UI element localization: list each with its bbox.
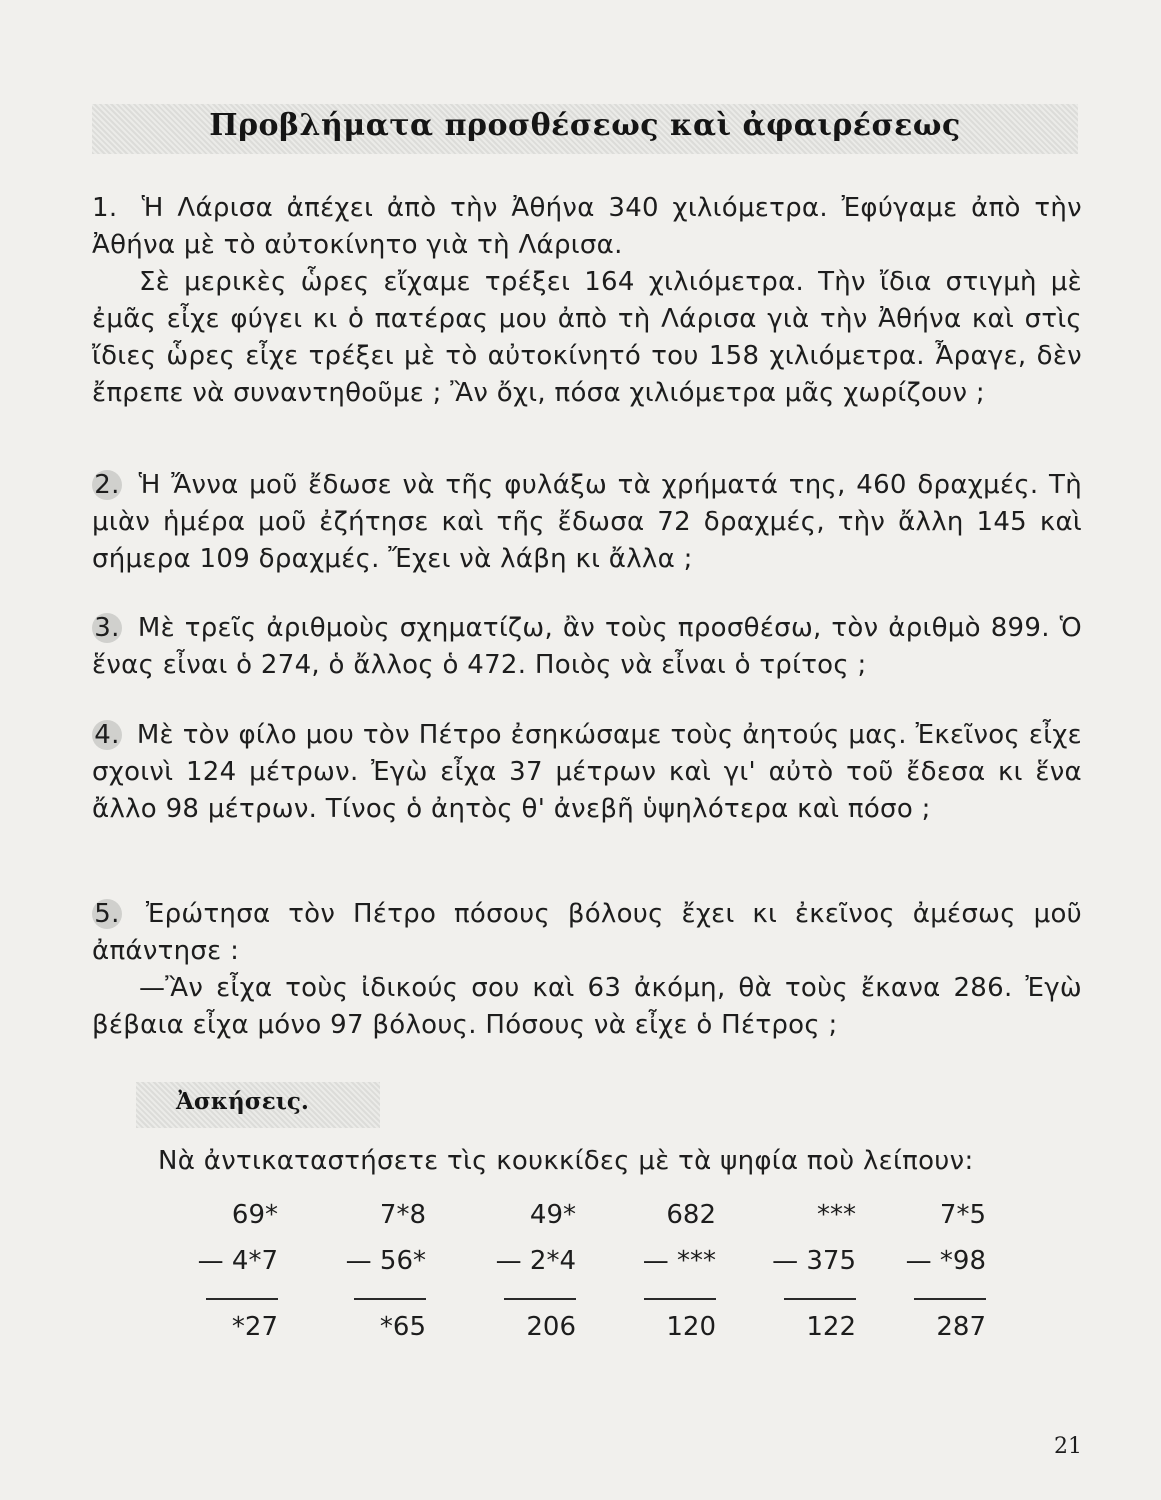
problem-number: 4. (92, 720, 122, 750)
subtrahend: — *** (642, 1246, 716, 1276)
difference: 120 (666, 1312, 716, 1342)
minuend: *** (817, 1200, 856, 1230)
difference: 122 (806, 1312, 856, 1342)
exercises-instruction: Νὰ ἀντικαταστήσετε τὶς κουκκίδες μὲ τὰ ψηφία ποὺ λείπουν: (158, 1146, 974, 1176)
problem-5 (92, 896, 1082, 1044)
page-number: 21 (1054, 1434, 1082, 1459)
problem-5-text-a: Ἐρώτησα τὸν Πέτρο πόσους βόλους ἔχει κι ἐκεῖνος ἀμέσως μοῦ ἀπάντησε : (92, 899, 1083, 966)
problem-1-line-1 (92, 190, 1082, 264)
subtrahend: — 2*4 (495, 1246, 576, 1276)
problem-4 (92, 717, 1082, 828)
difference: 206 (526, 1312, 576, 1342)
result-rule (914, 1298, 986, 1300)
result-rule (206, 1298, 278, 1300)
problem-number: 1. (92, 193, 118, 223)
result-rule (644, 1298, 716, 1300)
difference: *27 (231, 1312, 278, 1342)
problem-1-line-2: Σὲ μερικὲς ὧρες εἴχαμε τρέξει 164 χιλιόμετρα. Τὴν ἴδια στιγμὴ μὲ ἐμᾶς εἶχε φύγει κι ὁ πατέρας μου ἀπὸ τὴ Λάρισα γιὰ τὴν Ἀθήνα καὶ στὶς ἴδιες ὧρες εἶχε τρέξει μὲ τὸ αὐτοκίνητό του 158 χιλιόμετρα. Ἆραγε, δὲν ἔπρεπε νὰ συναντηθοῦμε ; Ἂν ὄχι, πόσα χιλιόμετρα μᾶς χωρίζουν ; (92, 267, 1082, 408)
problem-5-text-b: —Ἂν εἶχα τοὺς ἰδικούς σου καὶ 63 ἀκόμη, θὰ τοὺς ἔκανα 286. Ἐγὼ βέβαια εἶχα μόνο 97 βόλους. Πόσους νὰ εἶχε ὁ Πέτρος ; (92, 973, 1082, 1040)
problem-1-text-a: Ἡ Λάρισα ἀπέχει ἀπὸ τὴν Ἀθήνα 340 χιλιόμετρα. Ἐφύγαμε ἀπὸ τὴν Ἀθήνα μὲ τὸ αὐτοκίνητο γιὰ τὴ Λάρισα. (92, 193, 1082, 260)
subtrahend: — 375 (772, 1246, 856, 1276)
difference: 287 (936, 1312, 986, 1342)
exercises-title: Ἀσκήσεις. (176, 1088, 309, 1115)
problem-2 (92, 467, 1082, 578)
minuend: 682 (666, 1200, 716, 1230)
minuend: 49* (529, 1200, 576, 1230)
page-title: Προβλήματα προσθέσεως καὶ ἀφαιρέσεως (209, 108, 961, 143)
result-rule (504, 1298, 576, 1300)
problem-4-text: Μὲ τὸν φίλο μου τὸν Πέτρο ἐσηκώσαμε τοὺς ἀητούς μας. Ἐκεῖνος εἶχε σχοινὶ 124 μέτρων. Ἐγὼ εἶχα 37 μέτρων καὶ γι' αὐτὸ τοῦ ἔδεσα κι ἕνα ἄλλο 98 μέτρων. Τίνος ὁ ἀητὸς θ' ἀνεβῆ ὑψηλότερα καὶ πόσο ; (92, 720, 1082, 824)
subtrahend: — 4*7 (197, 1246, 278, 1276)
problem-number: 3. (92, 613, 122, 643)
result-rule (354, 1298, 426, 1300)
difference: *65 (379, 1312, 426, 1342)
problem-1 (92, 190, 1082, 412)
minuend: 7*5 (939, 1200, 986, 1230)
problem-number: 5. (92, 899, 122, 929)
problem-3-text: Μὲ τρεῖς ἀριθμοὺς σχηματίζω, ἂν τοὺς προσθέσω, τὸν ἀριθμὸ 899. Ὁ ἕνας εἶναι ὁ 274, ὁ ἄλλος ὁ 472. Ποιὸς νὰ εἶναι ὁ τρίτος ; (92, 613, 1082, 680)
minuend: 69* (231, 1200, 278, 1230)
problem-number: 2. (92, 470, 122, 500)
problem-3 (92, 610, 1082, 684)
minuend: 7*8 (379, 1200, 426, 1230)
result-rule (784, 1298, 856, 1300)
problem-2-text: Ἡ Ἄννα μοῦ ἔδωσε νὰ τῆς φυλάξω τὰ χρήματά της, 460 δραχμές. Τὴ μιὰν ἡμέρα μοῦ ἐζήτησε καὶ τῆς ἔδωσα 72 δραχμές, τὴν ἄλλη 145 καὶ σήμερα 109 δραχμές. Ἔχει νὰ λάβη κι ἄλλα ; (92, 470, 1082, 574)
subtrahend: — *98 (905, 1246, 986, 1276)
subtrahend: — 56* (345, 1246, 426, 1276)
